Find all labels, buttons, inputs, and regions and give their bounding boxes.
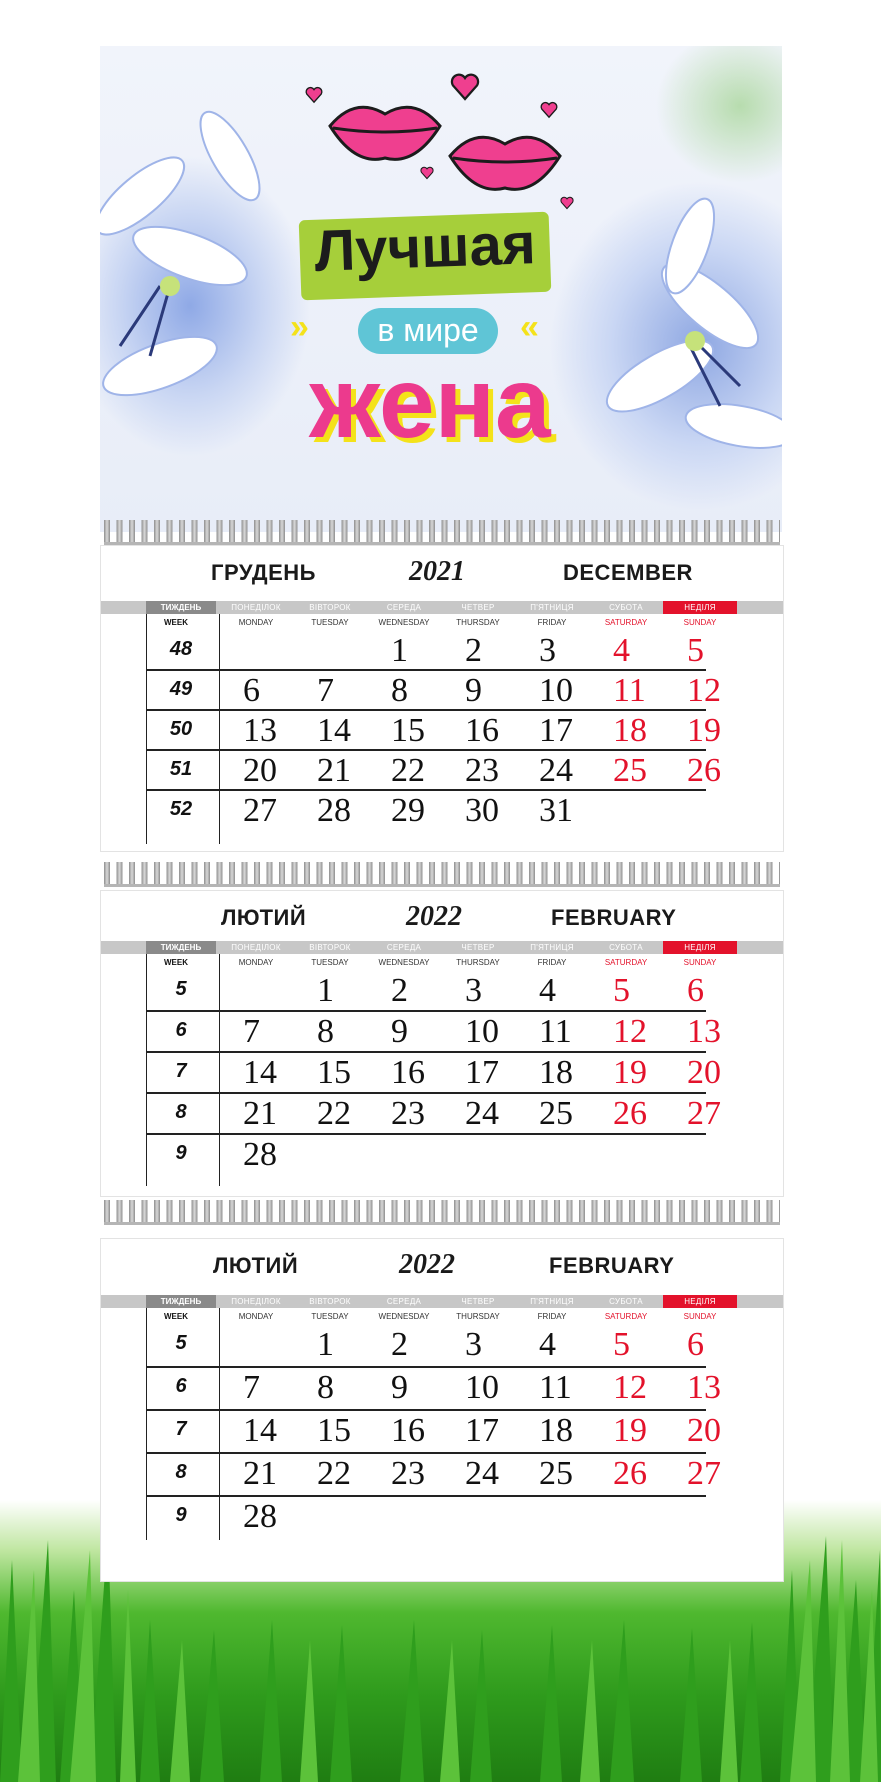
- month-en: FEBRUARY: [551, 905, 677, 930]
- date-cell: 19: [613, 1054, 647, 1091]
- weekday-en: TUESDAY: [311, 958, 349, 967]
- date-cell: 11: [539, 1369, 572, 1406]
- weekday-en: SUNDAY: [683, 1312, 717, 1321]
- weekday-wed: СЕРЕДА: [386, 603, 422, 612]
- date-cell: 28: [243, 1498, 277, 1535]
- year: 2022: [406, 901, 462, 932]
- date-cell: 3: [465, 1326, 482, 1363]
- date-cell: 21: [243, 1455, 277, 1492]
- week-col-label: ТИЖДЕНЬ: [146, 601, 216, 614]
- week-col-label: ТИЖДЕНЬ: [146, 1295, 216, 1308]
- week-number: 52: [169, 798, 193, 820]
- date-cell: 10: [465, 1369, 499, 1406]
- date-cell: 11: [539, 1013, 572, 1050]
- weekday-en: SATURDAY: [604, 1312, 648, 1321]
- date-cell: 9: [391, 1369, 408, 1406]
- month-uk: ЛЮТИЙ: [221, 905, 307, 930]
- date-cell: 9: [391, 1013, 408, 1050]
- date-cell: 1: [317, 972, 334, 1009]
- weekday-header: [101, 1295, 783, 1308]
- week-number: 9: [175, 1504, 187, 1526]
- date-cell: 18: [539, 1412, 573, 1449]
- week-col-label: ТИЖДЕНЬ: [146, 941, 216, 954]
- row-divider: [146, 1452, 706, 1454]
- date-cell: 13: [243, 712, 277, 749]
- month-en: DECEMBER: [563, 560, 693, 585]
- weekday-en: TUESDAY: [311, 618, 349, 627]
- date-cell: 14: [317, 712, 351, 749]
- weekday-en: FRIDAY: [537, 1312, 567, 1321]
- date-cell: 27: [687, 1095, 721, 1132]
- date-cell: 2: [391, 972, 408, 1009]
- heart-icon: [560, 196, 574, 210]
- date-cell: 9: [465, 672, 482, 709]
- date-cell: 13: [687, 1369, 721, 1406]
- date-cell: 28: [243, 1136, 277, 1173]
- row-divider: [146, 1366, 706, 1368]
- date-cell: 15: [317, 1412, 351, 1449]
- weekday-en: MONDAY: [238, 618, 274, 627]
- date-cell: 1: [391, 632, 408, 669]
- date-cell: 7: [243, 1013, 260, 1050]
- weekday-wed: СЕРЕДА: [386, 1297, 422, 1306]
- weekday-en: SATURDAY: [604, 958, 648, 967]
- weekday-sat: СУБОТА: [609, 943, 643, 952]
- weekday-fri: П'ЯТНИЦЯ: [530, 1297, 574, 1306]
- spiral-binding: [104, 1200, 780, 1225]
- date-cell: 11: [613, 672, 646, 709]
- date-cell: 25: [539, 1455, 573, 1492]
- date-cell: 30: [465, 792, 499, 829]
- week-label: WEEK: [164, 618, 188, 627]
- date-cell: 8: [317, 1369, 334, 1406]
- date-cell: 13: [687, 1013, 721, 1050]
- weekday-en: SATURDAY: [604, 618, 648, 627]
- date-cell: 18: [539, 1054, 573, 1091]
- date-cell: 8: [391, 672, 408, 709]
- weekday-tue: ВІВТОРОК: [309, 603, 351, 612]
- date-cell: 22: [317, 1095, 351, 1132]
- weekday-sat: СУБОТА: [609, 1297, 643, 1306]
- weekday-en: FRIDAY: [537, 618, 567, 627]
- divider: [219, 954, 220, 1186]
- spiral-binding: [104, 862, 780, 887]
- date-cell: 7: [317, 672, 334, 709]
- date-cell: 12: [687, 672, 721, 709]
- date-cell: 23: [391, 1455, 425, 1492]
- weekday-header: [101, 601, 783, 614]
- heart-icon: [305, 86, 323, 104]
- date-cell: 5: [613, 972, 630, 1009]
- date-cell: 19: [613, 1412, 647, 1449]
- weekday-wed: СЕРЕДА: [386, 943, 422, 952]
- date-cell: 17: [465, 1054, 499, 1091]
- weekday-en: WEDNESDAY: [378, 958, 430, 967]
- week-number: 51: [169, 758, 193, 780]
- date-cell: 24: [465, 1455, 499, 1492]
- date-cell: 16: [391, 1054, 425, 1091]
- date-cell: 23: [391, 1095, 425, 1132]
- weekday-fri: П'ЯТНИЦЯ: [530, 943, 574, 952]
- weekday-sat: СУБОТА: [609, 603, 643, 612]
- weekday-en: FRIDAY: [537, 958, 567, 967]
- weekday-en: WEDNESDAY: [378, 1312, 430, 1321]
- date-cell: 19: [687, 712, 721, 749]
- row-divider: [146, 1010, 706, 1012]
- calendar-panel-february-2: [100, 1238, 784, 1582]
- date-cell: 2: [465, 632, 482, 669]
- date-cell: 17: [539, 712, 573, 749]
- month-uk: ГРУДЕНЬ: [211, 560, 316, 585]
- weekday-en: THURSDAY: [456, 618, 500, 627]
- date-cell: 1: [317, 1326, 334, 1363]
- date-cell: 14: [243, 1054, 277, 1091]
- week-number: 49: [169, 678, 193, 700]
- lips-icon: [325, 96, 445, 166]
- week-number: 7: [175, 1418, 187, 1440]
- weekday-en: THURSDAY: [456, 958, 500, 967]
- row-divider: [146, 1495, 706, 1497]
- date-cell: 12: [613, 1369, 647, 1406]
- weekday-tue: ВІВТОРОК: [309, 943, 351, 952]
- row-divider: [146, 1409, 706, 1411]
- title-line-3: жена: [309, 347, 551, 459]
- calendar-panel-february: [100, 890, 784, 1197]
- date-cell: 20: [243, 752, 277, 789]
- calendar-panel-december: [100, 545, 784, 852]
- date-cell: 5: [613, 1326, 630, 1363]
- date-cell: 23: [465, 752, 499, 789]
- date-cell: 4: [539, 1326, 556, 1363]
- week-number: 6: [175, 1019, 187, 1041]
- chevron-left-icon: »: [290, 308, 309, 346]
- weekday-en: WEDNESDAY: [378, 618, 430, 627]
- row-divider: [146, 1092, 706, 1094]
- date-cell: 24: [539, 752, 573, 789]
- weekday-en: TUESDAY: [311, 1312, 349, 1321]
- weekday-en: MONDAY: [238, 1312, 274, 1321]
- date-cell: 7: [243, 1369, 260, 1406]
- row-divider: [146, 1133, 706, 1135]
- week-number: 9: [175, 1142, 187, 1164]
- weekday-thu: ЧЕТВЕР: [461, 603, 495, 612]
- date-cell: 5: [687, 632, 704, 669]
- date-cell: 20: [687, 1054, 721, 1091]
- date-cell: 12: [613, 1013, 647, 1050]
- date-cell: 25: [539, 1095, 573, 1132]
- date-cell: 20: [687, 1412, 721, 1449]
- date-cell: 29: [391, 792, 425, 829]
- weekday-header: [101, 941, 783, 954]
- weekday-mon: ПОНЕДІЛОК: [231, 1297, 281, 1306]
- date-cell: 3: [539, 632, 556, 669]
- week-number: 6: [175, 1375, 187, 1397]
- date-cell: 31: [539, 792, 573, 829]
- date-cell: 21: [317, 752, 351, 789]
- divider: [219, 614, 220, 844]
- divider: [219, 1308, 220, 1540]
- week-number: 48: [169, 638, 193, 660]
- date-cell: 10: [465, 1013, 499, 1050]
- date-cell: 24: [465, 1095, 499, 1132]
- date-cell: 10: [539, 672, 573, 709]
- month-en: FEBRUARY: [549, 1253, 675, 1278]
- date-cell: 26: [613, 1095, 647, 1132]
- chevron-right-icon: «: [520, 308, 539, 346]
- title-line-1: Лучшая: [313, 211, 537, 284]
- date-cell: 3: [465, 972, 482, 1009]
- year: 2022: [399, 1249, 455, 1280]
- weekday-en: SUNDAY: [683, 618, 717, 627]
- weekday-thu: ЧЕТВЕР: [461, 1297, 495, 1306]
- month-uk: ЛЮТИЙ: [213, 1253, 299, 1278]
- date-cell: 22: [317, 1455, 351, 1492]
- date-cell: 8: [317, 1013, 334, 1050]
- date-cell: 17: [465, 1412, 499, 1449]
- weekday-mon: ПОНЕДІЛОК: [231, 603, 281, 612]
- week-number: 5: [175, 1332, 187, 1354]
- date-cell: 26: [613, 1455, 647, 1492]
- date-cell: 15: [317, 1054, 351, 1091]
- weekday-thu: ЧЕТВЕР: [461, 943, 495, 952]
- weekday-fri: П'ЯТНИЦЯ: [530, 603, 574, 612]
- weekday-sun: НЕДІЛЯ: [663, 601, 737, 614]
- header-image: [100, 46, 782, 532]
- date-cell: 4: [539, 972, 556, 1009]
- week-number: 7: [175, 1060, 187, 1082]
- heart-icon: [450, 72, 480, 102]
- date-cell: 2: [391, 1326, 408, 1363]
- title-line-2: в мире: [377, 312, 479, 348]
- date-cell: 6: [687, 1326, 704, 1363]
- date-cell: 25: [613, 752, 647, 789]
- year: 2021: [409, 556, 465, 587]
- week-number: 50: [169, 718, 193, 740]
- weekday-en: THURSDAY: [456, 1312, 500, 1321]
- weekday-mon: ПОНЕДІЛОК: [231, 943, 281, 952]
- date-cell: 14: [243, 1412, 277, 1449]
- date-cell: 15: [391, 712, 425, 749]
- date-cell: 22: [391, 752, 425, 789]
- date-cell: 6: [243, 672, 260, 709]
- date-cell: 18: [613, 712, 647, 749]
- spiral-binding: [104, 520, 780, 545]
- row-divider: [146, 1051, 706, 1053]
- date-cell: 26: [687, 752, 721, 789]
- heart-icon: [420, 166, 434, 180]
- date-cell: 6: [687, 972, 704, 1009]
- date-cell: 27: [687, 1455, 721, 1492]
- date-cell: 27: [243, 792, 277, 829]
- week-number: 8: [175, 1101, 187, 1123]
- date-cell: 4: [613, 632, 630, 669]
- lips-icon: [445, 126, 565, 196]
- week-number: 8: [175, 1461, 187, 1483]
- week-label: WEEK: [164, 958, 188, 967]
- date-cell: 28: [317, 792, 351, 829]
- week-label: WEEK: [164, 1312, 188, 1321]
- date-cell: 16: [465, 712, 499, 749]
- weekday-en: MONDAY: [238, 958, 274, 967]
- week-number: 5: [175, 978, 187, 1000]
- heart-icon: [540, 101, 558, 119]
- weekday-tue: ВІВТОРОК: [309, 1297, 351, 1306]
- weekday-en: SUNDAY: [683, 958, 717, 967]
- date-cell: 21: [243, 1095, 277, 1132]
- weekday-sun: НЕДІЛЯ: [663, 1295, 737, 1308]
- date-cell: 16: [391, 1412, 425, 1449]
- weekday-sun: НЕДІЛЯ: [663, 941, 737, 954]
